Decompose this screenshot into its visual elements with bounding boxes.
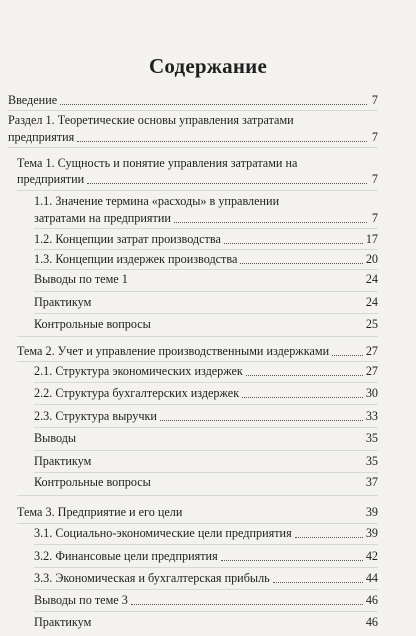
separator-line <box>8 110 378 111</box>
toc-entry-introduction <box>8 92 378 108</box>
toc-page-number: 25 <box>365 317 378 331</box>
separator-line <box>34 404 378 405</box>
toc-page-number: 7 <box>371 93 378 107</box>
toc-entry-topic-3 <box>17 504 378 520</box>
separator-line <box>17 361 378 362</box>
separator-line <box>34 249 378 250</box>
leader-dots <box>79 442 363 443</box>
separator-line <box>34 313 378 314</box>
toc-page-number: 20 <box>365 252 378 266</box>
leader-dots <box>273 582 363 583</box>
separator-line <box>17 495 378 496</box>
toc-page-number: 35 <box>365 454 378 468</box>
toc-entry-questions-2 <box>34 474 378 490</box>
toc-entry-1-1 <box>34 210 378 226</box>
separator-line <box>34 291 378 292</box>
toc-entry-text: Практикум <box>34 615 92 629</box>
toc-entry-text: 3.2. Финансовые цели предприятия <box>34 549 218 563</box>
separator-line <box>34 544 378 545</box>
toc-entry-text: Контрольные вопросы <box>34 317 151 331</box>
separator-line <box>34 472 378 473</box>
toc-entry-text: Выводы по теме 3 <box>34 593 128 607</box>
toc-page-number: 27 <box>365 344 378 358</box>
toc-entry-2-3 <box>34 408 378 424</box>
toc-entry-practicum-3 <box>34 614 378 630</box>
toc-page-number: 17 <box>365 232 378 246</box>
separator-line <box>34 269 378 270</box>
toc-page-number: 46 <box>365 615 378 629</box>
toc-page-number: 37 <box>365 475 378 489</box>
toc-page-number: 39 <box>365 526 378 540</box>
toc-entry-text-continued: предприятия <box>8 130 75 144</box>
separator-line <box>34 427 378 428</box>
toc-entry-text: 3.3. Экономическая и бухгалтерская прибыль <box>34 571 270 585</box>
toc-entry-topic-2 <box>17 343 378 359</box>
toc-page-number: 27 <box>365 364 378 378</box>
toc-entry-section-1 <box>8 129 378 145</box>
toc-entry-conclusions-2 <box>34 430 378 446</box>
leader-dots <box>224 243 363 244</box>
leader-dots <box>77 141 367 142</box>
toc-entry-text: Тема 3. Предприятие и его цели <box>17 505 183 519</box>
separator-line <box>34 589 378 590</box>
separator-line <box>34 567 378 568</box>
toc-page-number: 42 <box>365 549 378 563</box>
leader-dots <box>246 375 363 376</box>
toc-page-number: 44 <box>365 571 378 585</box>
toc-entry-text: Практикум <box>34 454 92 468</box>
leader-dots <box>154 486 363 487</box>
leader-dots <box>295 537 363 538</box>
leader-dots <box>242 397 363 398</box>
separator-line <box>34 228 378 229</box>
toc-entry-text: Выводы <box>34 431 77 445</box>
toc-entry-text: Контрольные вопросы <box>34 475 151 489</box>
separator-line <box>17 336 378 337</box>
toc-page-number: 33 <box>365 409 378 423</box>
separator-line <box>34 611 378 612</box>
toc-entry-text: 2.2. Структура бухгалтерских издержек <box>34 386 240 400</box>
toc-entry-text-continued: затратами на предприятии <box>34 211 171 225</box>
toc-entry-text: Раздел 1. Теоретические основы управления затратами <box>8 113 294 127</box>
toc-page-number: 24 <box>365 272 378 286</box>
toc-entry-topic-1 <box>17 171 378 187</box>
toc-page-number: 35 <box>365 431 378 445</box>
toc-entry-text: Тема 2. Учет и управление производственными издержками <box>17 344 330 358</box>
toc-entry-text-continued: предприятии <box>17 172 85 186</box>
toc-entry-text: 1.2. Концепции затрат производства <box>34 232 221 246</box>
toc-entry-conclusions-3 <box>34 592 378 608</box>
toc-entry-text: Тема 1. Сущность и понятие управления затратами на <box>17 156 298 170</box>
toc-entry-conclusions-1 <box>34 271 378 287</box>
leader-dots <box>131 283 363 284</box>
toc-page-number: 30 <box>365 386 378 400</box>
leader-dots <box>94 306 363 307</box>
toc-page-number: 7 <box>371 172 378 186</box>
toc-page-number: 7 <box>371 211 378 225</box>
leader-dots <box>154 328 363 329</box>
separator-line <box>8 147 378 148</box>
toc-entry-1-2 <box>34 231 378 247</box>
toc-entry-practicum-1 <box>34 294 378 310</box>
toc-entry-1-3 <box>34 251 378 267</box>
toc-entry-text: Практикум <box>34 295 92 309</box>
leader-dots <box>94 465 363 466</box>
toc-entry-3-2 <box>34 548 378 564</box>
page-title: Содержание <box>149 54 267 78</box>
toc-entry-text: 2.3. Структура выручки <box>34 409 157 423</box>
leader-dots <box>60 104 367 105</box>
toc-page-number: 39 <box>365 505 378 519</box>
toc-entry-text: 1.1. Значение термина «расходы» в управлении <box>34 194 280 208</box>
leader-dots <box>332 355 363 356</box>
toc-entry-3-1 <box>34 525 378 541</box>
separator-line <box>34 382 378 383</box>
toc-entry-text: 2.1. Структура экономических издержек <box>34 364 243 378</box>
separator-line <box>17 523 378 524</box>
leader-dots <box>131 604 363 605</box>
leader-dots <box>94 626 363 627</box>
toc-page-number: 7 <box>371 130 378 144</box>
toc-entry-2-1 <box>34 363 378 379</box>
leader-dots <box>240 263 362 264</box>
toc-entry-text: 1.3. Концепции издержек производства <box>34 252 238 266</box>
separator-line <box>17 190 378 191</box>
toc-page-number: 46 <box>365 593 378 607</box>
separator-line <box>34 450 378 451</box>
toc-entry-2-2 <box>34 385 378 401</box>
leader-dots <box>185 516 362 517</box>
toc-entry-practicum-2 <box>34 453 378 469</box>
leader-dots <box>174 222 367 223</box>
toc-page-number: 24 <box>365 295 378 309</box>
leader-dots <box>221 560 363 561</box>
toc-entry-text: Введение <box>8 93 58 107</box>
toc-entry-questions-1 <box>34 316 378 332</box>
toc-entry-text: 3.1. Социально-экономические цели предприятия <box>34 526 292 540</box>
toc-entry-text: Выводы по теме 1 <box>34 272 128 286</box>
leader-dots <box>160 420 363 421</box>
toc-entry-3-3 <box>34 570 378 586</box>
leader-dots <box>87 183 367 184</box>
